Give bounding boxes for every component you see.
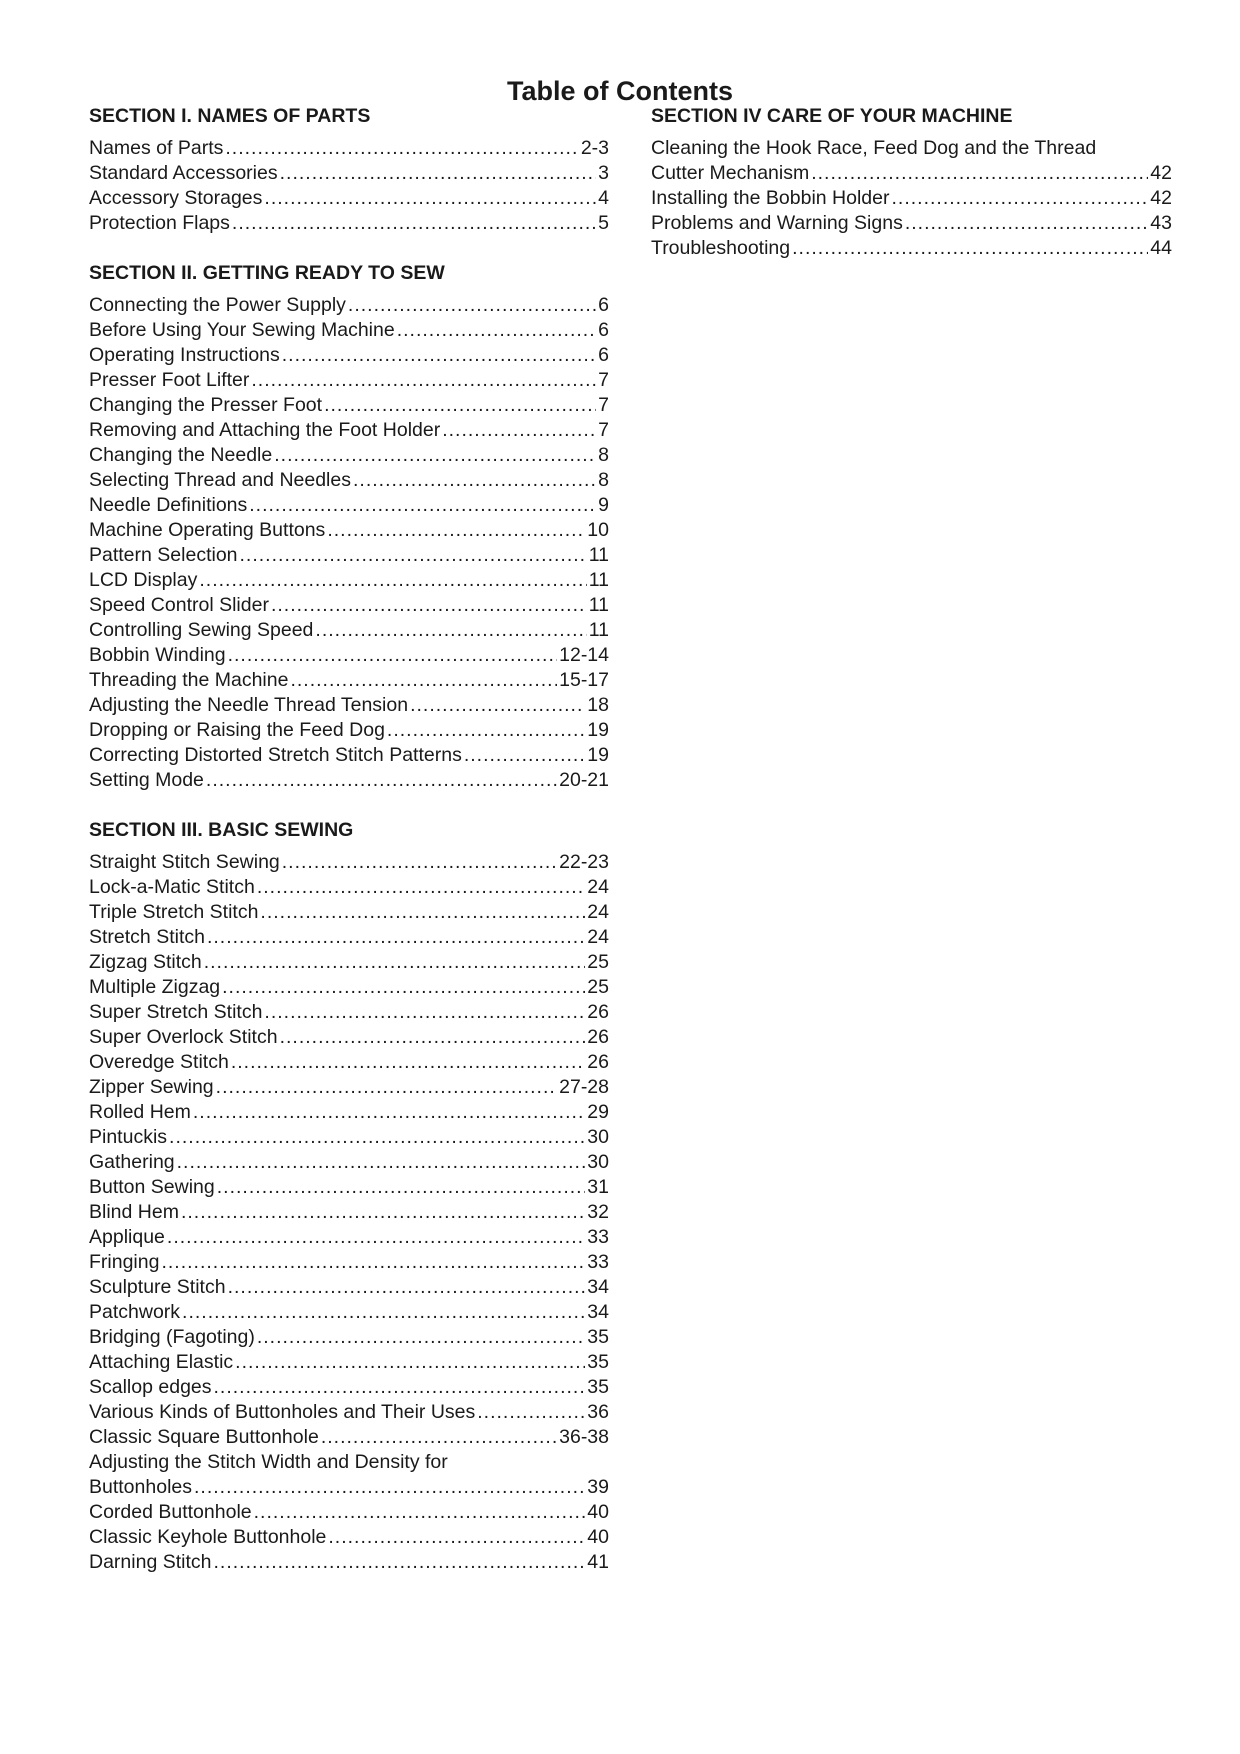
toc-entry-title: Speed Control Slider — [89, 594, 269, 616]
toc-entry-title: Names of Parts — [89, 137, 224, 159]
dot-leader — [199, 568, 586, 593]
dot-leader — [260, 900, 585, 925]
toc-entry-title: Bobbin Winding — [89, 644, 226, 666]
dot-leader — [182, 1300, 585, 1325]
toc-entry-page: 19 — [587, 744, 609, 766]
dot-leader — [324, 393, 596, 418]
toc-entry-page: 19 — [587, 719, 609, 741]
toc-entry — [651, 186, 1172, 211]
toc-entry-page: 26 — [587, 1001, 609, 1023]
section-heading: SECTION II. GETTING READY TO SEW — [89, 262, 445, 284]
toc-entry-page: 5 — [598, 212, 609, 234]
dot-leader — [328, 1525, 585, 1550]
toc-entry — [89, 211, 609, 236]
toc-entry-page: 31 — [587, 1176, 609, 1198]
toc-entry-title: Pattern Selection — [89, 544, 238, 566]
toc-entry-title: Protection Flaps — [89, 212, 230, 234]
dot-leader — [206, 768, 557, 793]
dot-leader — [442, 418, 596, 443]
toc-entry — [89, 875, 609, 900]
dot-leader — [161, 1250, 585, 1275]
toc-entry-title: Selecting Thread and Needles — [89, 469, 351, 491]
toc-entry-page: 25 — [587, 951, 609, 973]
dot-leader — [228, 643, 558, 668]
toc-entry-title: Zipper Sewing — [89, 1076, 214, 1098]
dot-leader — [222, 975, 585, 1000]
toc-entry-title: Classic Keyhole Buttonhole — [89, 1526, 327, 1548]
toc-entry-page: 11 — [588, 544, 609, 566]
toc-entry-title: Stretch Stitch — [89, 926, 205, 948]
dot-leader — [181, 1200, 585, 1225]
toc-entry-page: 6 — [598, 294, 609, 316]
toc-entry-line: Adjusting the Stitch Width and Density for — [89, 1451, 448, 1473]
dot-leader — [254, 1500, 586, 1525]
dot-leader — [264, 1000, 585, 1025]
toc-entry-title: Scallop edges — [89, 1376, 212, 1398]
toc-entry-title: Multiple Zigzag — [89, 976, 221, 998]
toc-entry-page: 32 — [587, 1201, 609, 1223]
dot-leader — [353, 468, 596, 493]
toc-entry — [89, 186, 609, 211]
toc-entry — [89, 1275, 609, 1300]
dot-leader — [193, 1100, 585, 1125]
toc-entry-title: Applique — [89, 1226, 165, 1248]
right-column — [651, 104, 1172, 286]
toc-entry-page: 33 — [587, 1251, 609, 1273]
dot-leader — [216, 1075, 557, 1100]
toc-entry — [89, 493, 609, 518]
toc-entry — [89, 568, 609, 593]
toc-entry-page: 25 — [587, 976, 609, 998]
toc-entry — [89, 668, 609, 693]
toc-entry-title: Accessory Storages — [89, 187, 263, 209]
toc-entry — [89, 1550, 609, 1575]
dot-leader — [167, 1225, 585, 1250]
toc-entry-title: Correcting Distorted Stretch Stitch Patterns — [89, 744, 462, 766]
toc-entry-title: Classic Square Buttonhole — [89, 1426, 319, 1448]
dot-leader — [892, 186, 1149, 211]
dot-leader — [348, 293, 596, 318]
toc-entry-page: 8 — [598, 444, 609, 466]
toc-entry — [89, 136, 609, 161]
toc-entry — [89, 743, 609, 768]
toc-entry-title: Operating Instructions — [89, 344, 280, 366]
toc-entry-title: Removing and Attaching the Foot Holder — [89, 419, 441, 441]
dot-leader — [207, 925, 585, 950]
toc-entry-title: Various Kinds of Buttonholes and Their Uses — [89, 1401, 476, 1423]
toc-entry — [89, 1525, 609, 1550]
toc-entry — [89, 1400, 609, 1425]
toc-entry-page: 42 — [1150, 162, 1172, 184]
toc-entry-title: Overedge Stitch — [89, 1051, 229, 1073]
toc-list — [89, 293, 609, 793]
toc-entry-title: Attaching Elastic — [89, 1351, 234, 1373]
toc-entry-title: Threading the Machine — [89, 669, 289, 691]
dot-leader — [264, 186, 596, 211]
section-heading: SECTION I. NAMES OF PARTS — [89, 105, 371, 127]
toc-entry — [89, 1425, 609, 1450]
toc-entry-page: 11 — [588, 594, 609, 616]
toc-entry-title: Blind Hem — [89, 1201, 179, 1223]
toc-entry-title: Darning Stitch — [89, 1551, 212, 1573]
toc-entry-page: 40 — [587, 1526, 609, 1548]
toc-entry-title: Pintuckis — [89, 1126, 168, 1148]
toc-list — [89, 1500, 609, 1575]
toc-entry-title: Zigzag Stitch — [89, 951, 202, 973]
dot-leader — [387, 718, 585, 743]
toc-entry — [89, 1175, 609, 1200]
dot-leader — [290, 668, 557, 693]
dot-leader — [177, 1150, 586, 1175]
toc-entry-title: Patchwork — [89, 1301, 181, 1323]
dot-leader — [905, 211, 1148, 236]
toc-entry-page: 3 — [598, 162, 609, 184]
toc-entry — [89, 1000, 609, 1025]
page-title: Table of Contents — [507, 76, 733, 107]
dot-leader — [315, 618, 586, 643]
dot-leader — [213, 1550, 585, 1575]
toc-entry-title: Needle Definitions — [89, 494, 248, 516]
toc-entry — [89, 1200, 609, 1225]
dot-leader — [194, 1475, 585, 1500]
toc-entry-page: 24 — [587, 901, 609, 923]
toc-entry-page: 35 — [587, 1351, 609, 1373]
toc-entry-title: Setting Mode — [89, 769, 204, 791]
toc-entry — [89, 1075, 609, 1100]
toc-entry-page: 6 — [598, 344, 609, 366]
toc-entry — [89, 925, 609, 950]
dot-leader — [228, 1275, 586, 1300]
dot-leader — [282, 343, 596, 368]
toc-entry-page: 42 — [1150, 187, 1172, 209]
dot-leader — [231, 1050, 585, 1075]
toc-entry-title: Connecting the Power Supply — [89, 294, 346, 316]
toc-entry — [89, 1350, 609, 1375]
toc-entry — [89, 975, 609, 1000]
toc-entry — [89, 1225, 609, 1250]
dot-leader — [249, 493, 596, 518]
toc-entry — [89, 1125, 609, 1150]
toc-entry — [89, 900, 609, 925]
toc-entry-page: 24 — [587, 926, 609, 948]
toc-entry-page: 40 — [587, 1501, 609, 1523]
dot-leader — [274, 443, 596, 468]
section-getting-ready — [89, 261, 609, 793]
toc-entry — [651, 161, 1172, 186]
toc-entry — [89, 1500, 609, 1525]
dot-leader — [257, 875, 585, 900]
toc-entry-page: 6 — [598, 319, 609, 341]
toc-entry-page: 36 — [587, 1401, 609, 1423]
toc-entry — [89, 1050, 609, 1075]
toc-entry-title: Super Overlock Stitch — [89, 1026, 278, 1048]
toc-entry-title: Cutter Mechanism — [651, 162, 810, 184]
toc-entry-page: 11 — [588, 569, 609, 591]
dot-leader — [282, 850, 557, 875]
dot-leader — [477, 1400, 585, 1425]
dot-leader — [240, 543, 587, 568]
toc-entry-page: 30 — [587, 1126, 609, 1148]
toc-entry-page: 33 — [587, 1226, 609, 1248]
toc-entry — [89, 1025, 609, 1050]
toc-entry — [89, 693, 609, 718]
dot-leader — [169, 1125, 585, 1150]
toc-entry — [89, 293, 609, 318]
toc-entry-title: Problems and Warning Signs — [651, 212, 903, 234]
section-heading: SECTION III. BASIC SEWING — [89, 819, 354, 841]
dot-leader — [251, 368, 596, 393]
toc-entry-line: Cleaning the Hook Race, Feed Dog and the Thread — [651, 137, 1097, 159]
toc-entry — [89, 1250, 609, 1275]
toc-entry-title: Buttonholes — [89, 1476, 192, 1498]
toc-entry-page: 44 — [1150, 237, 1172, 259]
toc-entry-page: 29 — [587, 1101, 609, 1123]
dot-leader — [204, 950, 586, 975]
toc-entry-page: 34 — [587, 1276, 609, 1298]
toc-entry-title: Adjusting the Needle Thread Tension — [89, 694, 409, 716]
dot-leader — [321, 1425, 557, 1450]
left-column — [89, 104, 609, 1600]
toc-entry — [89, 368, 609, 393]
toc-entry-page: 24 — [587, 876, 609, 898]
section-basic-sewing — [89, 818, 609, 1575]
toc-entry-title: Dropping or Raising the Feed Dog — [89, 719, 385, 741]
toc-entry — [89, 950, 609, 975]
toc-entry — [89, 393, 609, 418]
toc-entry-page: 22-23 — [559, 851, 609, 873]
dot-leader — [214, 1375, 586, 1400]
toc-entry — [89, 343, 609, 368]
toc-entry-page: 11 — [588, 619, 609, 641]
toc-entry-page: 9 — [598, 494, 609, 516]
toc-entry-page: 12-14 — [559, 644, 609, 666]
toc-entry-page: 7 — [598, 394, 609, 416]
toc-list — [89, 136, 609, 236]
toc-entry-page: 26 — [587, 1026, 609, 1048]
toc-entry-title: Corded Buttonhole — [89, 1501, 252, 1523]
toc-entry-title: Presser Foot Lifter — [89, 369, 250, 391]
toc-entry-title: Controlling Sewing Speed — [89, 619, 314, 641]
toc-entry-title: Troubleshooting — [651, 237, 791, 259]
dot-leader — [811, 161, 1148, 186]
toc-entry — [89, 643, 609, 668]
toc-entry — [89, 318, 609, 343]
toc-entry-page: 36-38 — [559, 1426, 609, 1448]
toc-list — [651, 186, 1172, 261]
toc-entry-title: Installing the Bobbin Holder — [651, 187, 890, 209]
toc-entry-page: 10 — [587, 519, 609, 541]
toc-entry-page: 4 — [598, 187, 609, 209]
toc-entry — [89, 1325, 609, 1350]
section-heading: SECTION IV CARE OF YOUR MACHINE — [651, 105, 1013, 127]
dot-leader — [410, 693, 585, 718]
toc-entry-page: 7 — [598, 369, 609, 391]
toc-entry-title: Sculpture Stitch — [89, 1276, 226, 1298]
toc-entry — [89, 1150, 609, 1175]
toc-entry-title: Gathering — [89, 1151, 175, 1173]
toc-entry — [89, 468, 609, 493]
toc-entry — [89, 1375, 609, 1400]
toc-entry — [651, 211, 1172, 236]
dot-leader — [792, 236, 1148, 261]
toc-entry-title: Straight Stitch Sewing — [89, 851, 280, 873]
dot-leader — [257, 1325, 585, 1350]
toc-entry-title: Super Stretch Stitch — [89, 1001, 263, 1023]
dot-leader — [232, 211, 596, 236]
toc-entry-title: Before Using Your Sewing Machine — [89, 319, 395, 341]
dot-leader — [397, 318, 596, 343]
toc-entry — [651, 236, 1172, 261]
toc-entry-page: 15-17 — [559, 669, 609, 691]
dot-leader — [327, 518, 585, 543]
toc-entry-page: 20-21 — [559, 769, 609, 791]
toc-entry-page: 27-28 — [559, 1076, 609, 1098]
toc-entry-page: 2-3 — [580, 137, 609, 159]
toc-entry-title: Fringing — [89, 1251, 160, 1273]
toc-entry-page: 43 — [1150, 212, 1172, 234]
toc-entry — [89, 1300, 609, 1325]
toc-entry-title: Bridging (Fagoting) — [89, 1326, 255, 1348]
dot-leader — [271, 593, 587, 618]
toc-entry-page: 26 — [587, 1051, 609, 1073]
toc-entry-title: Button Sewing — [89, 1176, 215, 1198]
toc-entry-page: 35 — [587, 1376, 609, 1398]
toc-entry-title: Triple Stretch Stitch — [89, 901, 259, 923]
toc-entry-page: 39 — [587, 1476, 609, 1498]
toc-entry — [89, 543, 609, 568]
toc-entry-page: 7 — [598, 419, 609, 441]
toc-entry — [89, 161, 609, 186]
dot-leader — [280, 1025, 586, 1050]
toc-entry — [89, 418, 609, 443]
toc-list — [89, 850, 609, 1450]
dot-leader — [464, 743, 585, 768]
toc-entry — [89, 443, 609, 468]
toc-entry-page: 30 — [587, 1151, 609, 1173]
dot-leader — [280, 161, 597, 186]
toc-entry-title: Machine Operating Buttons — [89, 519, 326, 541]
section-care-of-machine — [651, 104, 1172, 261]
toc-entry-page: 34 — [587, 1301, 609, 1323]
toc-entry — [89, 718, 609, 743]
dot-leader — [217, 1175, 586, 1200]
toc-entry-page: 35 — [587, 1326, 609, 1348]
toc-entry — [89, 1475, 609, 1500]
dot-leader — [225, 136, 578, 161]
toc-entry-page: 8 — [598, 469, 609, 491]
toc-entry — [89, 618, 609, 643]
toc-entry-page: 41 — [587, 1551, 609, 1573]
toc-entry — [89, 593, 609, 618]
toc-entry — [89, 768, 609, 793]
toc-entry-page: 18 — [587, 694, 609, 716]
toc-entry-title: Standard Accessories — [89, 162, 278, 184]
toc-entry-title: Lock-a-Matic Stitch — [89, 876, 255, 898]
toc-entry-title: Rolled Hem — [89, 1101, 191, 1123]
toc-entry — [89, 518, 609, 543]
toc-entry-title: Changing the Presser Foot — [89, 394, 323, 416]
toc-entry — [89, 850, 609, 875]
dot-leader — [235, 1350, 585, 1375]
section-names-of-parts — [89, 104, 609, 236]
toc-entry-title: Changing the Needle — [89, 444, 273, 466]
toc-entry-title: LCD Display — [89, 569, 198, 591]
toc-entry — [89, 1100, 609, 1125]
